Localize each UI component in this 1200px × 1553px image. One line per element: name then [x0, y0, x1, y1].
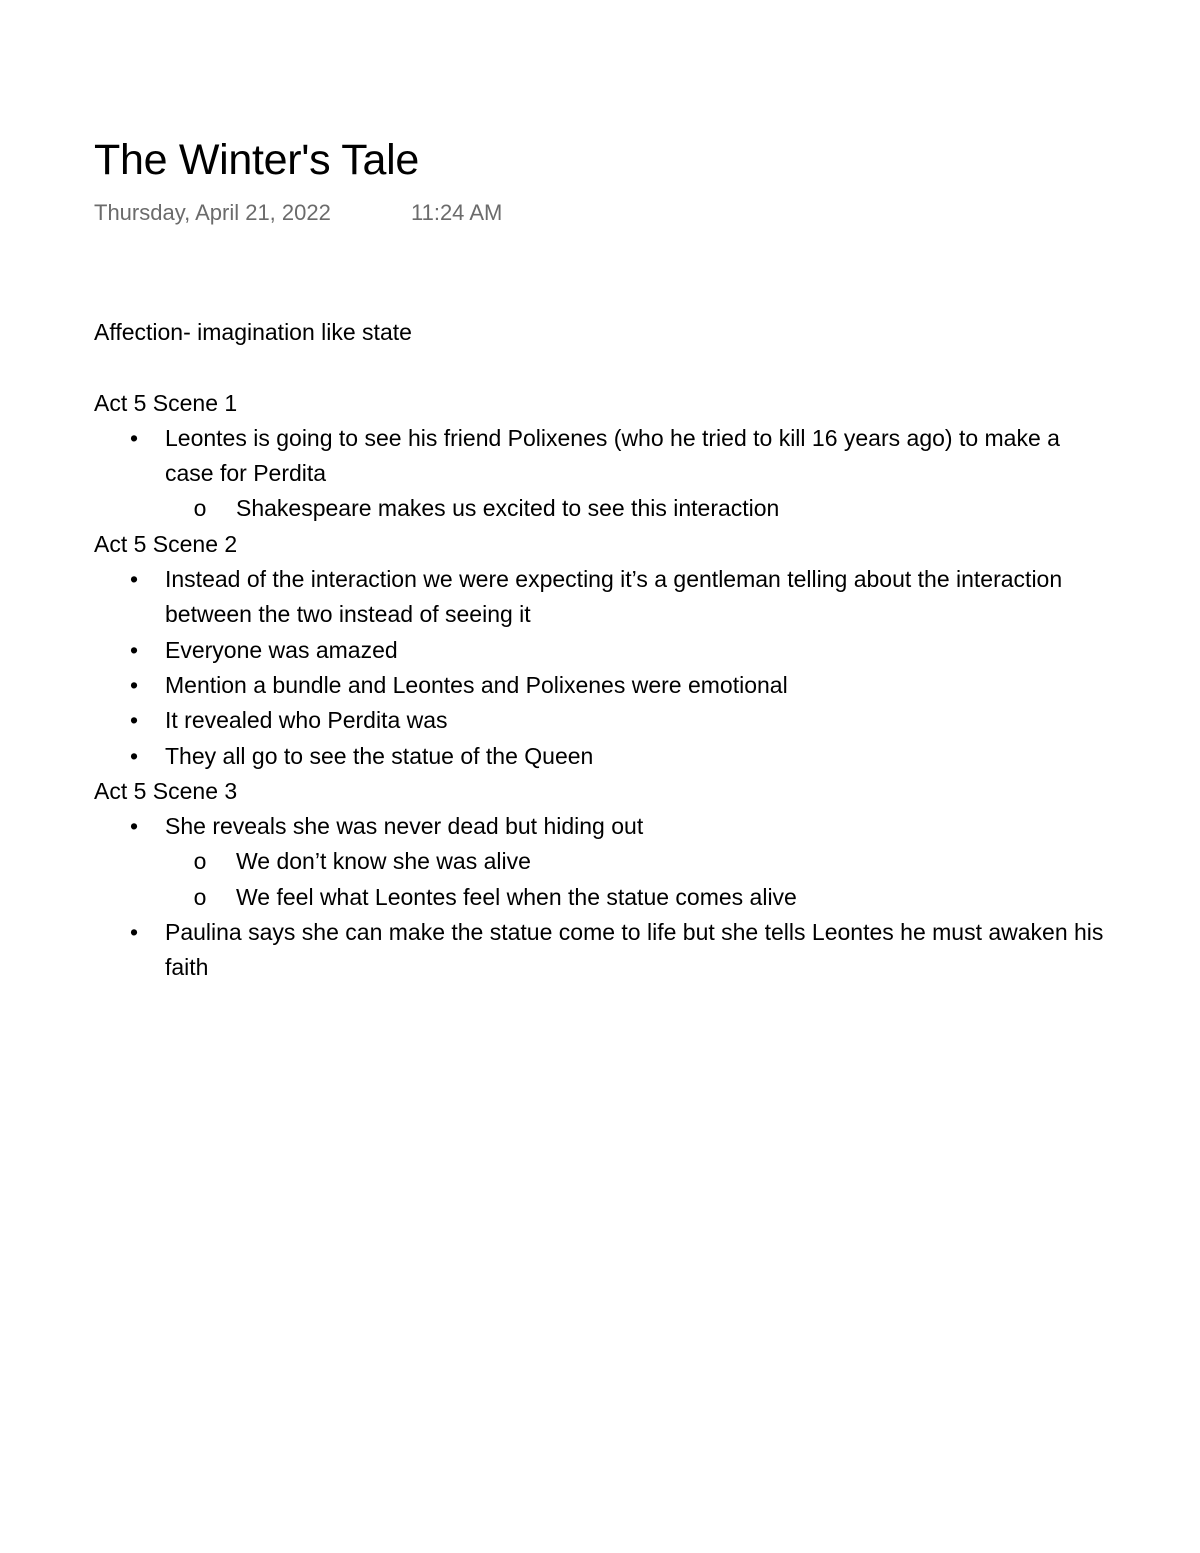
bullet-icon: • [129, 636, 139, 663]
bullet-icon: • [129, 919, 139, 946]
sub-list-item-text: Shakespeare makes us excited to see this interaction [236, 495, 780, 522]
scene-heading: Act 5 Scene 3 [94, 777, 238, 804]
sub-list-item [94, 880, 1114, 915]
bullet-icon: • [129, 813, 139, 840]
bullet-icon: • [129, 707, 139, 734]
list-item [94, 703, 1114, 738]
page-title: The Winter's Tale [94, 136, 419, 184]
list-item [94, 668, 1114, 703]
list-item-text: Mention a bundle and Leontes and Polixenes were emotional [165, 671, 788, 698]
sub-list-item [94, 491, 1114, 526]
note-date: Thursday, April 21, 2022 [94, 200, 331, 225]
list-item-text: She reveals she was never dead but hiding out [165, 813, 644, 840]
scene-heading: Act 5 Scene 1 [94, 389, 238, 416]
list-item-text: Everyone was amazed [165, 636, 398, 663]
list-item-text: Instead of the interaction we were expecting it’s a gentleman telling about the interaction between the two instead of seeing it [165, 566, 1063, 628]
blank-line [94, 350, 1114, 385]
sub-bullet-icon: o [193, 848, 207, 875]
sub-bullet-icon: o [193, 883, 207, 910]
list-item [94, 562, 1114, 633]
sub-list-item-text: We feel what Leontes feel when the statue comes alive [236, 883, 797, 910]
list-item [94, 633, 1114, 668]
list-item [94, 739, 1114, 774]
sub-list-item-text: We don’t know she was alive [236, 848, 531, 875]
bullet-icon: • [129, 742, 139, 769]
list-item-text: They all go to see the statue of the Queen [165, 742, 594, 769]
list-item [94, 421, 1114, 492]
bullet-icon: • [129, 671, 139, 698]
note-timestamp [94, 198, 503, 228]
list-item [94, 809, 1114, 844]
list-item [94, 915, 1114, 986]
list-item-text: Leontes is going to see his friend Polixenes (who he tried to kill 16 years ago) to make a case for Perdita [165, 424, 1060, 487]
bullet-icon: • [129, 566, 139, 593]
scene-heading: Act 5 Scene 2 [94, 530, 238, 557]
intro-line: Affection- imagination like state [94, 319, 412, 345]
list-item-text: Paulina says she can make the statue come to life but she tells Leontes he must awaken his faith [165, 919, 1104, 981]
bullet-icon: • [129, 424, 139, 451]
sub-bullet-icon: o [193, 495, 207, 522]
note-body[interactable] [94, 315, 1114, 986]
sub-list-item [94, 844, 1114, 879]
note-time: 11:24 AM [411, 200, 503, 225]
list-item-text: It revealed who Perdita was [165, 707, 448, 734]
